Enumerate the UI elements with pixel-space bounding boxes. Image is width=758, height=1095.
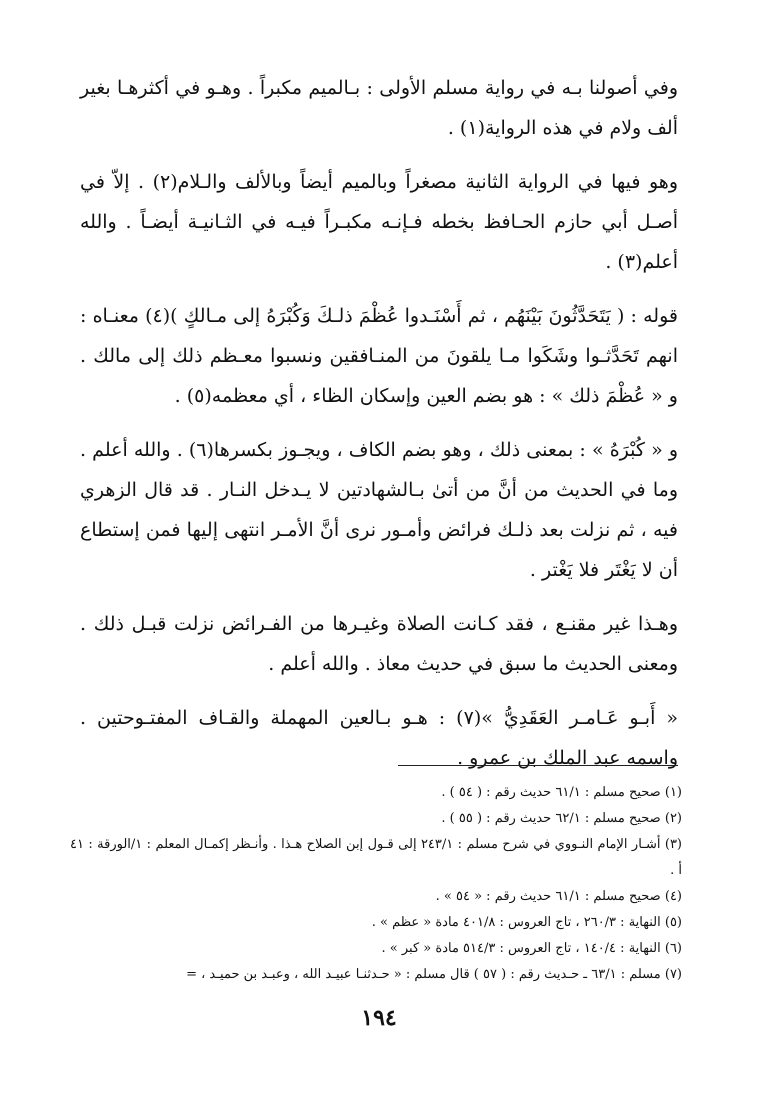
paragraph: قوله : ( يَتَحَدَّثُونَ بَيْنَهُم ، ثم أَسْنَـدوا عُظْمَ ذلـكَ وَكُبْرَهُ إلى مـالكٍ )(٤) معنـاه : انهم تَحَدَّثـوا وشَكَوا مـا يلقونَ من المنـافقين ونسبوا معـظم ذلك إلى مالك . و « عُظْمَ ذلك » : هو بضم العين وإسكان الظاء ، أي معظمه(٥) . (80, 305, 678, 407)
footnote-separator (398, 765, 678, 766)
paragraph: وفي أصولنا بـه في رواية مسلم الأولى : بـالميم مكبراً . وهـو في أكثرهـا بغير ألف ولام في هذه الرواية(١) . (80, 77, 678, 139)
footnote: (٦) النهاية : ١٤٠/٤ ، تاج العروس : ٥١٤/٣ مادة « كبر » . (381, 941, 682, 956)
footnote: (١) صحيح مسلم : ٦١/١ حديث رقم : ( ٥٤ ) . (441, 785, 682, 800)
paragraph: وهـذا غير مقنـع ، فقد كـانت الصلاة وغيـرها من الفـرائض نزلت قبـل ذلك . ومعنى الحديث ما سبق في حديث معاذ . والله أعلم . (80, 613, 678, 675)
paragraph: « أَبـو عَـامـر العَقَدِيُّ »(٧) : هـو بـالعين المهملة والقـاف المفتـوحتين . واسمه عبد الملك بن عمرو . (80, 707, 678, 769)
main-text (80, 68, 678, 792)
paragraph: و « كُبْرَهُ » : بمعنى ذلك ، وهو بضم الكاف ، ويجـوز بكسرها(٦) . والله أعلم . وما في الحديث من أنَّ من أتىٰ بـالشهادتين لا يـدخل النـار . قد قال الزهري فيه ، ثم نزلت بعد ذلـك فرائض وأمـور نرى أنَّ الأمـر انتهى إليها فمن إستطاع أن لا يَغْتَر فلا يَغْتر . (80, 439, 679, 581)
page-number: ١٩٤ (361, 1005, 397, 1031)
footnote: (٥) النهاية : ٢٦٠/٣ ، تاج العروس : ٤٠١/٨ مادة « عظم » . (371, 915, 682, 930)
footnote: (٣) أشـار الإمام النـووي في شرح مسلم : ٢٤٣/١ إلى قـول إبن الصلاح هـذا . وأنـظر إكمـال المعلم : ١/الورقة : ٤١ أ . (70, 837, 682, 878)
footnote: (٤) صحيح مسلم : ٦١/١ حديث رقم : « ٥٤ » . (435, 889, 682, 904)
paragraph: وهو فيها في الرواية الثانية مصغراً وبالميم أيضاً وبالألف والـلام(٢) . إلاّ في أصـل أبي حازم الحـافظ بخطه فـإنـه مكبـراً فيـه في الثـانيـة أيضـاً . والله أعلم(٣) . (80, 171, 678, 273)
footnote: (٢) صحيح مسلم : ٦٢/١ حديث رقم : ( ٥٥ ) . (441, 811, 682, 826)
footnotes (70, 780, 682, 988)
footnote: (٧) مسلم : ٦٣/١ ـ حـديث رقم : ( ٥٧ ) قال مسلم : « حـدثنـا عبيـد الله ، وعبـد بن حميـد ، = (186, 967, 682, 982)
